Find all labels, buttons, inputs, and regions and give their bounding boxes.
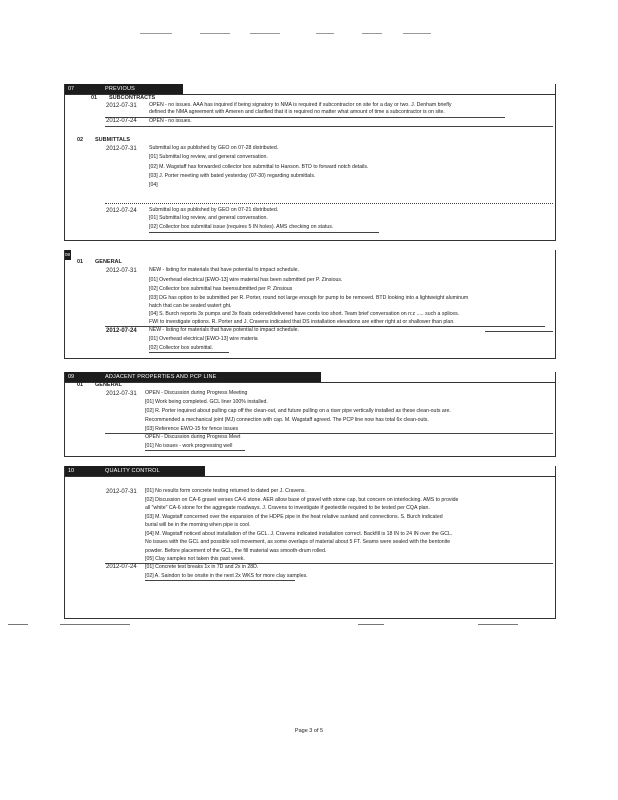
footer-dash [358,624,384,625]
top-dash [403,33,431,34]
entry-divider [145,580,295,581]
entry-divider [145,450,245,451]
entry-line: [03] DG has option to be submitted per R. Porter, round not large enough for pump to be removed. BTD looking into a lightweight aluminum [149,295,469,301]
entry-divider [149,352,229,353]
entry-line: Submittal log as published by GEO on 07-28 distributed. [149,145,279,151]
entry-line: NEW - listing for materials that have potential to impact schedule. [149,327,299,333]
page-number: Page 3 of 5 [294,728,324,734]
entry-line: [02] Collector box submittal. [149,345,214,351]
entry-date: 2012-07-31 [106,146,137,152]
entry-line: [04] M. Wagstaff noticed about installation of the GCL. J. Cravens indicated installation correct. Backfill is 18 IN to 24 IN over the GCL. [145,531,453,537]
section-number: 08 [65,252,71,257]
section-previous: 07 PREVIOUS 01 SUBCONTRACTS 2012-07-31 OPEN - no issues. AAA has inquired if being signatory to NMA is required if subcontractor on site for a day or two. J. Denham briefly defined the NMA agreement with Ameren and clarified that it is required no matter what amount of time a subcontractor is on site. 2012-07-24 OPEN - no issues. 02 SUBMITTALS 2012-07-31 Submittal log as published by GEO on 07-28 distributed. [01] Submittal log review, and general conversation. [02] M. Wagstaff has forwarded collector box submittal to Hanson. BTD to forward notch details. [03] J. Porter meeting with bated yesterday (07-30) regarding submittals. [04] 2012-07-24 Submittal log as published by GEO on 07-21 distributed. [01] Submittal log review, and general conversation. [02] Collector box submittal issue (requires 5 IN holes). AMS checking on status. [64,84,556,241]
entry-line: [02] M. Wagstaff has forwarded collector box submittal to Hanson. BTD to forward notch details. [149,164,369,170]
section-title: PREVIOUS [105,86,136,92]
entry-divider [105,203,553,204]
entry-line: [01] Concrete test breaks 1x in 7D and 2x in 28D. [145,564,259,570]
entry-line: [01] No issues - work progressing well [145,443,233,449]
entry-date: 2012-07-24 [106,118,137,124]
entry-date: 2012-07-31 [106,268,137,274]
section-header [65,250,71,260]
section-title: QUALITY CONTROL [105,468,160,474]
entry-line: OPEN - no issues. AAA has inquired if being signatory to NMA is required if subcontractor on site for a day or two. J. Denham briefly [149,102,452,108]
entry-line: Recommended a mechanical joint (MJ) connection with cap. M. Wagstaff agreed. The PCP line now has total 6x clean-outs. [145,417,429,423]
top-dash [140,33,172,34]
entry-line: [01] Overhead electrical [EWO-13] wire material has been submitted per P. Zinsious. [149,277,343,283]
entry-line: [04] [149,182,158,188]
section-number: 10 [68,468,75,474]
entry-line: [02] R. Porter inquired about pulling cap off the clean-out, and future pulling on a riser pipe vertically installed as these clean-outs are. [145,408,451,414]
top-dash [200,33,230,34]
entry-line: all "white" CA-6 stone for the aggregate roadways. J. Cravens to investigate if geotextile required to be tested per CQA plan. [145,505,430,511]
entry-divider [485,331,553,332]
top-dash [316,33,334,34]
footer-dash [8,624,28,625]
entry-line: OPEN - Discussion during Progress Meet [145,434,241,440]
footer-dash [60,624,130,625]
section-adjacent-properties: 09 ADJACENT PROPERTIES AND PCP LINE 01 GENERAL 2012-07-31 OPEN - Discussion during Progress Meeting [01] Work being completed. GCL liner 100% installed. [02] R. Porter inquired about pulling cap off the clean-out, and future pulling on a riser pipe vertically installed as these clean-outs are. Recommended a mechanical joint (MJ) connection with cap. M. Wagstaff agreed. The PCP line now has total 6x clean-outs. [03] Reference EWO-15 for fence issues OPEN - Discussion during Progress Meet [01] No issues - work progressing well [64,372,556,457]
top-dash [362,33,382,34]
entry-date: 2012-07-24 [106,208,137,214]
entry-line: hatch that can be seated watert ght. [149,303,232,309]
section-number: 09 [68,374,75,380]
entry-date: 2012-07-24 [106,328,137,334]
entry-line: [02] A. Saindon to be onsite in the next 2x WKS for more clay samples. [145,573,308,579]
entry-line: FWI to investigate options. R. Porter and J. Cravens indicated that DS installation elevations are either right at or shallower than plan. [149,319,455,325]
entry-date: 2012-07-31 [106,103,137,109]
entry-line: [03] M. Wagstaff concerned over the expansion of the HDPE pipe in the heat relative sunland and connections. S. Burch indicated [145,514,443,520]
entry-line: defined the NMA agreement with Ameren and clarified that it is required no matter what amount of time a subcontractor is on site. [149,109,445,115]
entry-divider [105,126,553,127]
entry-line: [03] J. Porter meeting with bated yesterday (07-30) regarding submittals. [149,173,316,179]
entry-line: [04] S. Burch reports 3x pumps and 3x floats ordered/delivered have cords too short. Team brief conversation on n:z ..... such a splices. [149,311,460,317]
entry-line: [02] Collector box submittal issue (requires 5 IN holes). AMS checking on status. [149,224,334,230]
entry-line: Submittal log as published by GEO on 07-21 distributed. [149,207,279,213]
entry-line: [05] Clay samples not taken this past week. [145,556,245,562]
section-number: 07 [68,86,75,92]
entry-line: OPEN - Discussion during Progress Meeting [145,390,248,396]
entry-line: [01] Submittal log review, and general conversation. [149,154,268,160]
entry-line: [01] Overhead electrical [EWO-13] wire materia [149,336,258,342]
footer-dash [478,624,518,625]
entry-line: burial will be in the morning when pipe is cool. [145,522,251,528]
section-header [65,466,205,476]
section-quality-control [64,466,556,619]
entry-date: 2012-07-24 [106,564,137,570]
entry-line: [01] Submittal log review, and general conversation. [149,215,268,221]
section-general: 08 01 GENERAL 2012-07-31 NEW - listing for materials that have potential to impact schedule. [01] Overhead electrical [EWO-13] wire material has been submitted per P. Zinsious. [02] Collector box submittal has beensubmitted per P. Zinsious [03] DG has option to be submitted per R. Porter, round not large enough for pump to be removed. BTD looking into a lightweight aluminum hatch that can be seated watert ght. [04] S. Burch reports 3x pumps and 3x floats ordered/delivered have cords too short. Team brief conversation on n:z ..... such a splices. FWI to investigate options. R. Porter and J. Cravens indicated that DS installation elevations are either right at or shallower than plan. 2012-07-24 NEW - listing for materials that have potential to impact schedule. [01] Overhead electrical [EWO-13] wire materia [02] Collector box submittal. [64,250,556,359]
entry-line: [01] No results form concrete testing returned to dated per J. Cravens. [145,488,306,494]
section-header [65,84,183,94]
section-rule [65,476,555,477]
entry-line: [02] Collector box submittal has beensubmitted per P. Zinsious [149,286,293,292]
entry-line: NEW - listing for materials that have potential to impact schedule. [149,267,299,273]
entry-line: [01] Work being completed. GCL liner 100% installed. [145,399,268,405]
entry-divider [149,232,379,233]
entry-line: No issues with the GCL and possible soil movement, as some overlaps of material about 5 FT. Seams were sealed with the bentonite [145,539,451,545]
entry-line: powder. Before placement of the GCL, the fill material was smooth-drum rolled. [145,548,327,554]
top-dash [250,33,280,34]
section-header [65,372,321,382]
section-title: ADJACENT PROPERTIES AND PCP LINE [105,374,217,380]
entry-line: OPEN - no issues. [149,118,192,124]
entry-line: [02] Discussion on CA-6 gravel verses CA-6 stone. AER allow base of gravel with stone cap, but concern on interlocking. AMS to provide [145,497,459,503]
entry-date: 2012-07-31 [106,391,137,397]
section-rule [65,382,555,383]
entry-line: [03] Reference EWO-15 for fence issues [145,426,239,432]
entry-date: 2012-07-31 [106,489,137,495]
